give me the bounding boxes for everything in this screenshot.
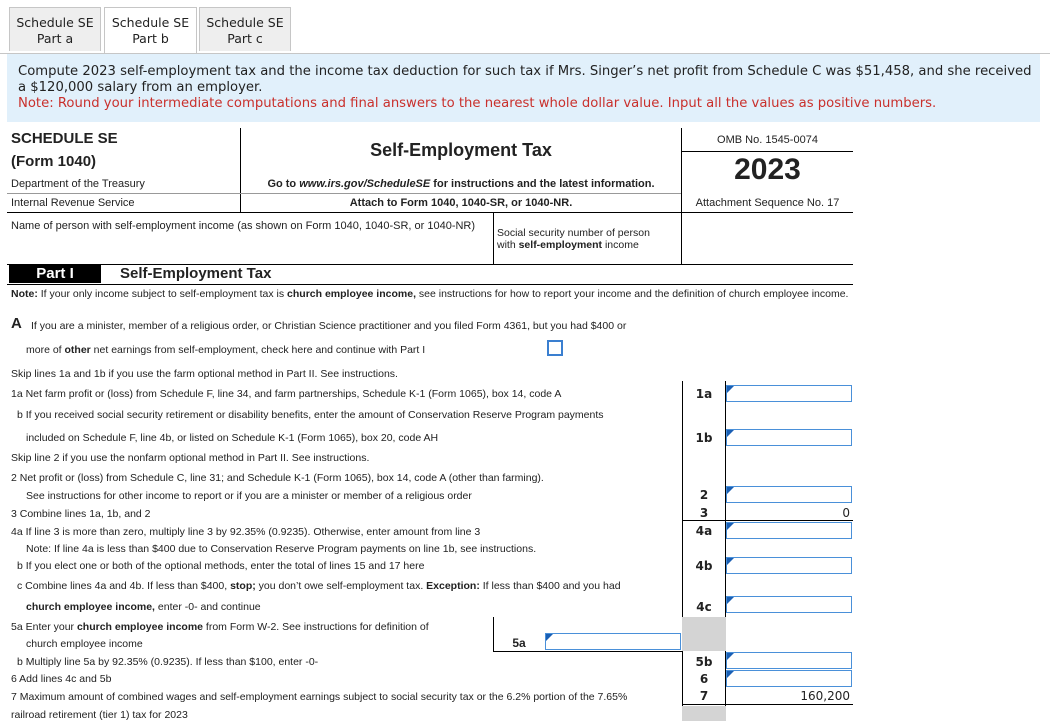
rounding-note: Note: Round your intermediate computations and final answers to the nearest whole dollar value. Input all the values as positive numbers. (18, 96, 937, 111)
line-3-number: 3 (699, 506, 709, 520)
omb-number: OMB No. 1545-0074 (717, 134, 818, 146)
line-5b-text: b Multiply line 5a by 92.35% (0.9235). If less than $100, enter -0- (17, 656, 319, 668)
tab-label-line1: Schedule SE (111, 15, 190, 30)
form-number: (Form 1040) (11, 153, 97, 170)
line-2-number: 2 (699, 488, 709, 502)
line-1a-number: 1a (695, 387, 713, 401)
name-label: Name of person with self-employment income (as shown on Form 1040, 1040-SR, or 1040-NR) (11, 220, 476, 232)
line-4c-text: c Combine lines 4a and 4b. If less than $400, stop; you don’t owe self-employment tax. Exception: If less than $400 and you had (17, 580, 621, 592)
question-text: Compute 2023 self-employment tax and the income tax deduction for such tax if Mrs. Singer’s net profit from Schedule C was $51,458, and she received a $120,000 salary from an employer. (18, 64, 1032, 95)
line-5b-number: 5b (695, 655, 713, 669)
form-title: Self-Employment Tax (370, 140, 552, 160)
line-7-value: 160,200 (800, 689, 850, 703)
line-5a-gray-cell (682, 617, 726, 651)
tax-year: 2023 (734, 153, 801, 186)
line-4a-text: 4a If line 3 is more than zero, multiply line 3 by 92.35% (0.9235). Otherwise, enter amount from line 3 (11, 526, 481, 538)
attachment-sequence: Attachment Sequence No. 17 (695, 197, 840, 209)
line-4c-text-2: church employee income, enter -0- and continue (26, 601, 261, 613)
line-1b-input[interactable] (726, 429, 852, 446)
part-note: Note: If your only income subject to self-employment tax is church employee income, see instructions for how to report your income and the definition of church employee income. (11, 288, 849, 300)
line-6-text: 6 Add lines 4c and 5b (11, 673, 112, 685)
tab-label-line2: Part b (132, 31, 169, 46)
skip-farm-note: Skip lines 1a and 1b if you use the farm optional method in Part II. See instructions. (11, 368, 398, 380)
irs-label: Internal Revenue Service (11, 197, 135, 209)
line-3-text: 3 Combine lines 1a, 1b, and 2 (11, 508, 151, 520)
line-4c-number: 4c (696, 600, 712, 614)
tab-label-line1: Schedule SE (16, 15, 94, 30)
line-7-text-2: railroad retirement (tier 1) tax for 2023 (11, 709, 188, 721)
line-5a-number: 5a (512, 636, 526, 650)
instruction-box (7, 54, 1040, 122)
tab-label-line2: Part a (36, 31, 74, 46)
line-4a-input[interactable] (726, 522, 852, 539)
minister-checkbox[interactable] (547, 340, 563, 356)
line-a-text-2: more of other net earnings from self-employment, check here and continue with Part I (26, 344, 426, 356)
line-3-value: 0 (842, 506, 850, 520)
ssn-label: Social security number of person with self-employment income (497, 227, 650, 251)
line-1b-text: b If you received social security retirement or disability benefits, enter the amount of Conservation Reserve Program payments (17, 409, 604, 421)
line-7-gray-cell (682, 706, 726, 721)
line-a-letter: A (11, 315, 22, 332)
line-6-input[interactable] (726, 670, 852, 687)
tab-label-line1: Schedule SE (206, 15, 284, 30)
line-2-input[interactable] (726, 486, 852, 503)
tab-label-line2: Part c (227, 31, 263, 46)
tab-schedule-se-part-c[interactable] (199, 7, 291, 51)
line-4a-note: Note: If line 4a is less than $400 due to Conservation Reserve Program payments on line 1b, see instructions. (26, 543, 537, 555)
line-4c-input[interactable] (726, 596, 852, 613)
line-4a-number: 4a (695, 524, 713, 538)
part-badge: Part I (9, 265, 101, 283)
line-a-text: If you are a minister, member of a religious order, or Christian Science practitioner and you filed Form 4361, but you had $400 or (31, 320, 627, 332)
schedule-label: SCHEDULE SE (11, 130, 118, 147)
skip-nonfarm-note: Skip line 2 if you use the nonfarm optional method in Part II. See instructions. (11, 452, 370, 464)
department-label: Department of the Treasury (11, 178, 145, 190)
line-5a-input[interactable] (545, 633, 681, 650)
tab-schedule-se-part-a[interactable] (9, 7, 101, 51)
irs-url[interactable]: www.irs.gov/ScheduleSE (299, 178, 431, 190)
line-5b-input[interactable] (726, 652, 852, 669)
goto-instructions: Go to www.irs.gov/ScheduleSE for instructions and the latest information. (267, 178, 655, 190)
tab-schedule-se-part-b[interactable] (104, 7, 197, 54)
line-4b-number: 4b (695, 559, 713, 573)
line-2-text-2: See instructions for other income to report or if you are a minister or member of a religious order (26, 490, 472, 502)
line-1a-input[interactable] (726, 385, 852, 402)
line-4b-input[interactable] (726, 557, 852, 574)
line-7-text: 7 Maximum amount of combined wages and self-employment earnings subject to social security tax or the 6.2% portion of the 7.65% (11, 691, 628, 703)
line-7-number: 7 (699, 689, 709, 703)
line-1a-text: 1a Net farm profit or (loss) from Schedule F, line 34, and farm partnerships, Schedule K-1 (Form 1065), box 14, code A (11, 388, 562, 400)
part-title: Self-Employment Tax (120, 265, 272, 282)
line-5a-text-2: church employee income (26, 638, 143, 650)
line-2-text: 2 Net profit or (loss) from Schedule C, line 31; and Schedule K-1 (Form 1065), box 14, code A (other than farming). (11, 472, 544, 484)
line-4b-text: b If you elect one or both of the optional methods, enter the total of lines 15 and 17 here (17, 560, 425, 572)
line-5a-text: 5a Enter your church employee income from Form W-2. See instructions for definition of (11, 621, 429, 633)
line-1b-number: 1b (695, 431, 713, 445)
line-1b-text-2: included on Schedule F, line 4b, or listed on Schedule K-1 (Form 1065), box 20, code AH (26, 432, 439, 444)
line-6-number: 6 (699, 672, 709, 686)
attach-note: Attach to Form 1040, 1040-SR, or 1040-NR. (349, 197, 573, 209)
